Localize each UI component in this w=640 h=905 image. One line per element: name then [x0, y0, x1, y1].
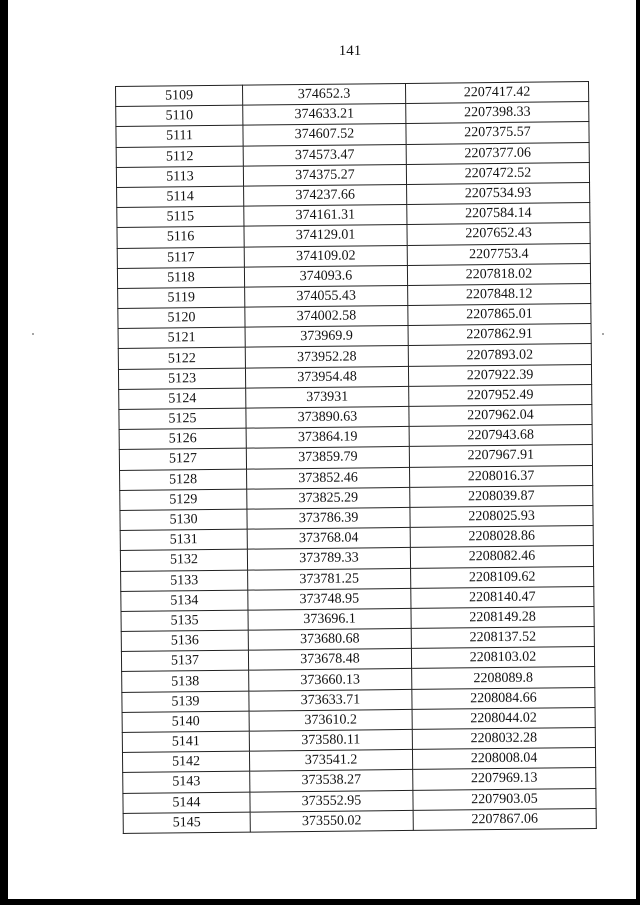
easting-cell: 373890.63: [246, 406, 409, 428]
northing-cell: 2208109.62: [411, 566, 594, 588]
point-id-cell: 5109: [116, 85, 243, 107]
northing-cell: 2207862.91: [408, 324, 591, 346]
point-id-cell: 5140: [122, 711, 249, 733]
point-id-cell: 5112: [116, 146, 243, 168]
easting-cell: 373781.25: [248, 568, 411, 590]
northing-cell: 2208039.87: [410, 485, 593, 507]
scan-edge-bottom: [0, 899, 640, 905]
northing-cell: 2207818.02: [407, 263, 590, 285]
point-id-cell: 5116: [117, 226, 244, 248]
easting-cell: 373580.11: [249, 729, 412, 751]
northing-cell: 2207584.14: [407, 203, 590, 225]
point-id-cell: 5139: [122, 691, 249, 713]
northing-cell: 2208140.47: [411, 586, 594, 608]
point-id-cell: 5124: [119, 388, 246, 410]
point-id-cell: 5125: [119, 408, 246, 430]
easting-cell: 373660.13: [249, 669, 412, 691]
northing-cell: 2208025.93: [410, 505, 593, 527]
point-id-cell: 5136: [121, 630, 248, 652]
point-id-cell: 5113: [116, 166, 243, 188]
point-id-cell: 5123: [118, 368, 245, 390]
easting-cell: 373786.39: [247, 507, 410, 529]
point-id-cell: 5114: [117, 186, 244, 208]
point-id-cell: 5131: [120, 529, 247, 551]
point-id-cell: 5132: [120, 549, 247, 571]
point-id-cell: 5142: [122, 751, 249, 773]
point-id-cell: 5121: [118, 327, 245, 349]
point-id-cell: 5122: [118, 348, 245, 370]
northing-cell: 2207962.04: [409, 405, 592, 427]
easting-cell: 374109.02: [244, 245, 407, 267]
point-id-cell: 5119: [118, 287, 245, 309]
easting-cell: 374002.58: [245, 306, 408, 328]
point-id-cell: 5133: [121, 570, 248, 592]
northing-cell: 2207903.05: [413, 788, 596, 810]
easting-cell: 374652.3: [242, 83, 405, 105]
northing-cell: 2208016.37: [410, 465, 593, 487]
easting-cell: 374607.52: [243, 124, 406, 146]
easting-cell: 373931: [246, 386, 409, 408]
easting-cell: 373748.95: [248, 588, 411, 610]
point-id-cell: 5134: [121, 590, 248, 612]
easting-cell: 373541.2: [249, 750, 412, 772]
northing-cell: 2207753.4: [407, 243, 590, 265]
northing-cell: 2207952.49: [409, 384, 592, 406]
easting-cell: 373952.28: [245, 346, 408, 368]
northing-cell: 2207865.01: [408, 304, 591, 326]
point-id-cell: 5115: [117, 206, 244, 228]
easting-cell: 373610.2: [249, 709, 412, 731]
point-id-cell: 5138: [122, 671, 249, 693]
northing-cell: 2207534.93: [407, 182, 590, 204]
point-id-cell: 5110: [116, 105, 243, 127]
northing-cell: 2207969.13: [413, 768, 596, 790]
point-id-cell: 5128: [120, 469, 247, 491]
northing-cell: 2208082.46: [410, 546, 593, 568]
page-number: 141: [338, 43, 362, 59]
easting-cell: 373538.27: [250, 770, 413, 792]
point-id-cell: 5143: [123, 772, 250, 794]
point-id-cell: 5137: [121, 650, 248, 672]
easting-cell: 373954.48: [245, 366, 408, 388]
northing-cell: 2207867.06: [413, 808, 596, 830]
point-id-cell: 5111: [116, 126, 243, 148]
northing-cell: 2207922.39: [408, 364, 591, 386]
easting-cell: 374237.66: [244, 184, 407, 206]
easting-cell: 374161.31: [244, 205, 407, 227]
northing-cell: 2207472.52: [406, 162, 589, 184]
coordinate-table-container: [115, 81, 593, 834]
easting-cell: 373864.19: [246, 427, 409, 449]
northing-cell: 2208089.8: [412, 667, 595, 689]
scan-speck: [602, 333, 604, 335]
northing-cell: 2208028.86: [410, 526, 593, 548]
easting-cell: 373696.1: [248, 608, 411, 630]
northing-cell: 2207417.42: [405, 82, 588, 104]
point-id-cell: 5127: [119, 449, 246, 471]
easting-cell: 373859.79: [246, 447, 409, 469]
coordinate-table-body: [116, 82, 597, 834]
easting-cell: 373552.95: [250, 790, 413, 812]
northing-cell: 2207398.33: [406, 102, 589, 124]
northing-cell: 2208008.04: [412, 748, 595, 770]
northing-cell: 2207375.57: [406, 122, 589, 144]
northing-cell: 2207377.06: [406, 142, 589, 164]
northing-cell: 2208032.28: [412, 728, 595, 750]
easting-cell: 373678.48: [248, 649, 411, 671]
northing-cell: 2207967.91: [409, 445, 592, 467]
easting-cell: 374633.21: [243, 104, 406, 126]
easting-cell: 373633.71: [249, 689, 412, 711]
easting-cell: 374573.47: [243, 144, 406, 166]
northing-cell: 2207893.02: [408, 344, 591, 366]
easting-cell: 374129.01: [244, 225, 407, 247]
point-id-cell: 5130: [120, 509, 247, 531]
point-id-cell: 5145: [123, 812, 250, 834]
easting-cell: 374375.27: [243, 164, 406, 186]
easting-cell: 373680.68: [248, 628, 411, 650]
scan-edge-right: [636, 0, 640, 905]
easting-cell: 374093.6: [244, 265, 407, 287]
point-id-cell: 5126: [119, 428, 246, 450]
point-id-cell: 5144: [123, 792, 250, 814]
point-id-cell: 5120: [118, 307, 245, 329]
easting-cell: 373825.29: [247, 487, 410, 509]
northing-cell: 2207652.43: [407, 223, 590, 245]
scan-edge-left: [0, 0, 8, 905]
easting-cell: 373969.9: [245, 326, 408, 348]
scan-speck: [32, 333, 34, 335]
point-id-cell: 5135: [121, 610, 248, 632]
point-id-cell: 5129: [120, 489, 247, 511]
northing-cell: 2208149.28: [411, 606, 594, 628]
easting-cell: 374055.43: [245, 285, 408, 307]
point-id-cell: 5117: [117, 247, 244, 269]
northing-cell: 2208084.66: [412, 687, 595, 709]
point-id-cell: 5141: [122, 731, 249, 753]
easting-cell: 373550.02: [250, 810, 413, 832]
northing-cell: 2207848.12: [408, 283, 591, 305]
easting-cell: 373852.46: [247, 467, 410, 489]
point-id-cell: 5118: [117, 267, 244, 289]
easting-cell: 373768.04: [247, 528, 410, 550]
coordinate-table: [115, 81, 597, 834]
northing-cell: 2208103.02: [411, 647, 594, 669]
easting-cell: 373789.33: [247, 548, 410, 570]
northing-cell: 2208137.52: [411, 627, 594, 649]
northing-cell: 2208044.02: [412, 707, 595, 729]
northing-cell: 2207943.68: [409, 425, 592, 447]
table-row: [123, 808, 596, 833]
